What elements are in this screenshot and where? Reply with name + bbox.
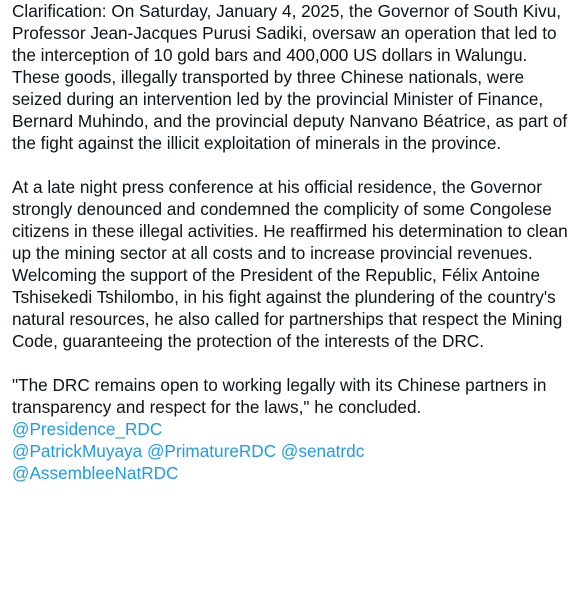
paragraph-spacer <box>12 352 578 374</box>
paragraph-spacer <box>12 154 578 176</box>
mention-presidence-rdc[interactable]: @Presidence_RDC <box>12 419 163 439</box>
mentions-block <box>12 418 578 484</box>
mention-patrick-muyaya[interactable]: @PatrickMuyaya <box>12 441 143 461</box>
post-paragraph-2: At a late night press conference at his official residence, the Governor strongly denounced and condemned the complicity of some Congolese citizens in these illegal activities. He reaffirmed his determination to clean up the mining sector at all costs and to increase provincial revenues. Welcoming the support of the President of the Republic, Félix Antoine Tshisekedi Tshilombo, in his fight against the plundering of the country's natural resources, he also called for partnerships that respect the Mining Code, guaranteeing the protection of the interests of the DRC. <box>12 177 568 351</box>
post-text <box>12 0 578 484</box>
post-paragraph-3: "The DRC remains open to working legally with its Chinese partners in transparency and respect for the laws," he concluded. <box>12 375 547 417</box>
post-paragraph-1: Clarification: On Saturday, January 4, 2025, the Governor of South Kivu, Professor Jean-Jacques Purusi Sadiki, oversaw an operation that led to the interception of 10 gold bars and 400,000 US dollars in Walungu. These goods, illegally transported by three Chinese nationals, were seized during an intervention led by the provincial Minister of Finance, Bernard Muhindo, and the provincial deputy Nanvano Béatrice, as part of the fight against the illicit exploitation of minerals in the province. <box>12 1 568 153</box>
mention-assemblee-nat-rdc[interactable]: @AssembleeNatRDC <box>12 463 179 483</box>
mention-senat-rdc[interactable]: @senatrdc <box>280 441 365 461</box>
mention-primature-rdc[interactable]: @PrimatureRDC <box>146 441 277 461</box>
